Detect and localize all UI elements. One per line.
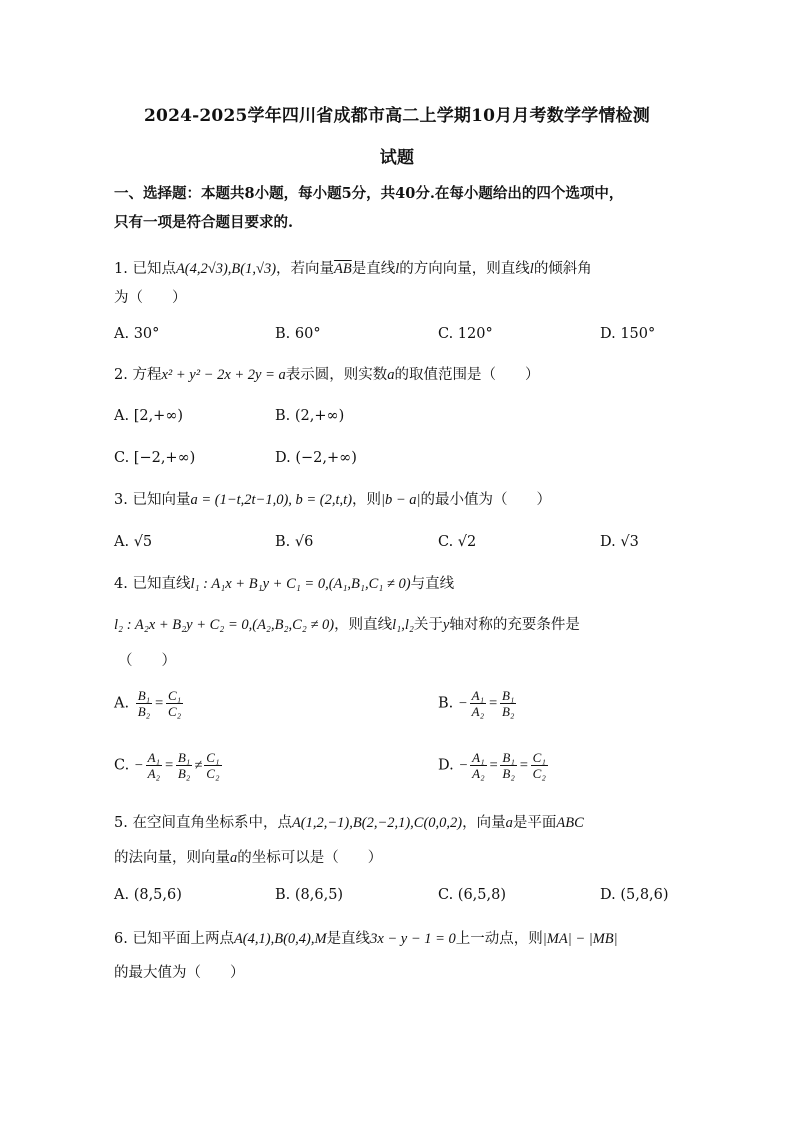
q3-text-a: 3. 已知向量 — [114, 492, 191, 508]
q2-option-d[interactable]: D. (−2,+∞) — [275, 450, 357, 466]
exam-title-line2: 试题 — [379, 148, 415, 168]
q2-option-a[interactable]: A. [2,+∞) — [114, 408, 184, 424]
q4-lines: l₁,l₂ — [392, 617, 414, 633]
q6-line-eq: 3x − y − 1 = 0 — [370, 931, 456, 947]
q5-text-a: 5. 在空间直角坐标系中，点 — [114, 815, 292, 831]
question-4-stem-line2 — [114, 614, 580, 636]
q2-text-c: 的取值范围是（ ） — [394, 367, 540, 383]
q5-text-c: 是平面 — [512, 815, 557, 831]
q5-vector-a: a — [505, 815, 513, 831]
q4-option-a[interactable]: A. $\frac{\text{B₁}}{\text{B₂}}$ = $\frac{\text{C₁}}{\text{C₂}}$ — [114, 688, 182, 719]
q1-text-a: 1. 已知点 — [114, 261, 176, 277]
q2-text-b: 表示圆，则实数 — [285, 367, 388, 383]
question-5-stem-line2 — [114, 847, 382, 869]
q4-option-b[interactable]: B. − $\frac{\text{A₁}}{\text{A₂}}$ = $\frac{\text{B₁}}{\text{B₂}}$ — [438, 688, 515, 719]
q3-option-c[interactable]: C. √2 — [438, 534, 477, 550]
q4-option-b-label: B. — [438, 695, 454, 712]
q1-text-d: 的方向向量，则直线 — [399, 261, 530, 277]
q4b-frac-1: $\frac{\text{A₁}}{\text{A₂}}$ — [471, 688, 485, 719]
q4-line-l1: l₁ : A₁x + B₁y + C₁ = 0,(A₁,B₁,C₁ ≠ 0) — [190, 576, 411, 592]
q1-points: A(4,2√3),B(1,√3) — [175, 261, 277, 277]
q4d-frac-3: $\frac{\text{C₁}}{\text{C₂}}$ — [532, 750, 546, 781]
q1-text-e: 的倾斜角 — [533, 261, 592, 277]
q5-points: A(1,2,−1),B(2,−2,1),C(0,0,2) — [291, 815, 463, 831]
q4-option-c[interactable]: C. − $\frac{\text{A₁}}{\text{A₂}}$ = $\frac{\text{B₁}}{\text{B₂}}$ ≠ $\frac{\text{C₁}}{\text{C₂}}$ — [114, 750, 220, 781]
q1-vector-ab: $\overline{AB}$ — [334, 261, 352, 277]
q1-text-c: 是直线 — [351, 261, 396, 277]
q6-points: A(4,1),B(0,4),M — [233, 931, 327, 947]
q2-text-a: 2. 方程 — [114, 367, 162, 383]
q6-expression: |MA| − |MB| — [542, 931, 618, 947]
q5-vector-a-2: a — [230, 850, 238, 866]
q5-option-a[interactable]: A. (8,5,6) — [114, 887, 182, 903]
q3-option-b[interactable]: B. √6 — [275, 534, 314, 550]
question-1-stem-line2: 为（ ） — [114, 290, 187, 306]
q3-text-c: 的最小值为（ ） — [420, 492, 552, 508]
q4d-frac-2: $\frac{\text{B₁}}{\text{B₂}}$ — [502, 750, 515, 781]
section-instruction-line2: 只有一项是符合题目要求的. — [114, 214, 294, 231]
q1-option-a[interactable]: A. 30° — [114, 326, 160, 342]
q4-option-c-label: C. — [114, 757, 130, 774]
q4-line-l2: l₂ : A₂x + B₂y + C₂ = 0,(A₂,B₂,C₂ ≠ 0) — [114, 617, 335, 633]
q4-option-a-label: A. — [114, 695, 130, 712]
q4-text-b: 与直线 — [410, 576, 455, 592]
q4-text-d: 关于 — [413, 617, 443, 633]
q5-option-c[interactable]: C. (6,5,8) — [438, 887, 507, 903]
q4a-frac-2: $\frac{\text{C₁}}{\text{C₂}}$ — [167, 688, 182, 719]
question-6-stem-line2: 的最大值为（ ） — [114, 965, 245, 981]
question-6-stem — [114, 928, 618, 950]
q4c-frac-3: $\frac{\text{C₁}}{\text{C₂}}$ — [206, 750, 220, 781]
q4-option-d[interactable]: D. − $\frac{\text{A₁}}{\text{A₂}}$ = $\frac{\text{B₁}}{\text{B₂}}$ = $\frac{\text{C₁}}{\text{C₂}}$ — [438, 750, 546, 781]
q3-magnitude: |b − a| — [381, 492, 421, 508]
q5-text-b: ，向量 — [462, 815, 506, 831]
q4c-frac-2: $\frac{\text{B₁}}{\text{B₂}}$ — [177, 750, 191, 781]
q5-plane-abc: ABC — [556, 815, 584, 831]
q4-option-d-label: D. — [438, 757, 454, 774]
q2-option-c[interactable]: C. [−2,+∞) — [114, 450, 196, 466]
q2-var-a: a — [387, 367, 395, 383]
q4-text-c: ，则直线 — [334, 617, 393, 633]
q1-option-b[interactable]: B. 60° — [275, 326, 321, 342]
q5-option-d[interactable]: D. (5,8,6) — [600, 887, 669, 903]
q4c-frac-1: $\frac{\text{A₁}}{\text{A₂}}$ — [147, 750, 161, 781]
q1-line-l: l — [395, 261, 400, 277]
q4-text-e: 轴对称的充要条件是 — [449, 617, 580, 633]
q4-text-a: 4. 已知直线 — [114, 576, 191, 592]
q4d-frac-1: $\frac{\text{A₁}}{\text{A₂}}$ — [472, 750, 485, 781]
q3-text-b: ，则 — [352, 492, 382, 508]
q5-option-b[interactable]: B. (8,6,5) — [275, 887, 344, 903]
q1-option-c[interactable]: C. 120° — [438, 326, 493, 342]
section-instruction-line1: 一、选择题：本题共8小题，每小题5分，共40分.在每小题给出的四个选项中， — [114, 185, 624, 202]
q6-text-a: 6. 已知平面上两点 — [114, 931, 234, 947]
q4b-frac-2: $\frac{\text{B₁}}{\text{B₂}}$ — [501, 688, 515, 719]
q6-text-c: 上一动点，则 — [455, 931, 543, 947]
q5-text-e: 的坐标可以是（ ） — [237, 850, 383, 866]
q4a-frac-1: $\frac{\text{B₁}}{\text{B₂}}$ — [137, 688, 151, 719]
q6-text-b: 是直线 — [326, 931, 371, 947]
q1-text-b: ，若向量 — [276, 261, 335, 277]
exam-title-line1: 2024-2025学年四川省成都市高二上学期10月月考数学学情检测 — [144, 106, 650, 126]
q4-axis-y: y — [442, 617, 450, 633]
q3-vectors: a = (1−t,2t−1,0), b = (2,t,t) — [190, 492, 353, 508]
question-5-stem — [114, 812, 584, 834]
question-4-stem-line3: （ ） — [118, 653, 176, 669]
q5-text-d: 的法向量，则向量 — [114, 850, 230, 866]
q3-option-a[interactable]: A. √5 — [114, 534, 153, 550]
question-1-stem — [114, 258, 592, 280]
q1-option-d[interactable]: D. 150° — [600, 326, 656, 342]
question-3-stem — [114, 489, 551, 511]
q2-equation: x² + y² − 2x + 2y = a — [161, 367, 286, 383]
question-2-stem — [114, 364, 540, 386]
q1-line-l-2: l — [529, 261, 534, 277]
q3-option-d[interactable]: D. √3 — [600, 534, 639, 550]
q2-option-b[interactable]: B. (2,+∞) — [275, 408, 345, 424]
question-4-stem — [114, 573, 454, 595]
